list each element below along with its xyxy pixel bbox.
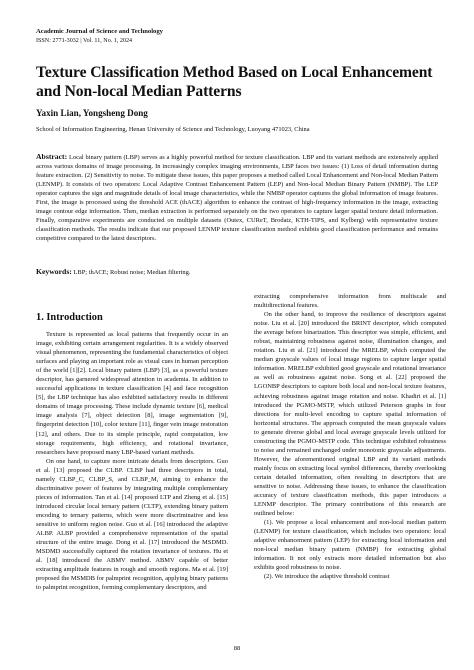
paper-authors: Yaxin Lian, Yongsheng Dong <box>36 108 148 118</box>
body-paragraph: extracting comprehensive information from multiscale and multidirectional features. <box>254 293 446 310</box>
journal-name: Academic Journal of Science and Technology <box>36 28 163 35</box>
paper-title: Texture Classification Method Based on Local Enhancement and Non-local Median Patterns <box>36 64 433 100</box>
keywords-text: LBP; thACE; Robust noise; Median filtering. <box>73 269 191 276</box>
journal-issn: ISSN: 2771-3032 | Vol. 11, No. 1, 2024 <box>36 38 133 44</box>
keywords-block <box>36 267 438 277</box>
abstract-text: Local binary pattern (LBP) serves as a highly powerful method for texture classification. LBP and its variant methods are extensively applied across various domains of image processing. In increasingly complex imaging environments, LBP faces two issues: (1) Loss of detail information during feature extraction. (2) Sensitivity to noise. To mitigate these issues, this paper proposes a method called Local Enhancement and Non-local Median Pattern (LENMP). It consists of two operators: Local Adaptive Contrast Enhancement Pattern (LEP) and Non-local Median Binary Pattern (NMBP). The LEP operator captures the sign and magnitude details of local image characteristics, while the NMBP operator captures the global information of image features. First, the image is processed using the threshold ACE (thACE) algorithm to enhance the contrast of high-frequency information in the image, extracting image contour edge information. Then, median extraction is performed separately on the two operators to capture larger spatial texture detail information. Finally, comparative experiments are conducted on multiple datasets (Outex, CUReT, Brodatz, KTH-TIPS, and Kylberg) with representative texture classification methods. The results indicate that our proposed LENMP texture classification method exhibits good classification performance and remains competitive compared to the latest descriptors. <box>36 154 439 243</box>
journal-header <box>36 28 446 45</box>
page-number: 88 <box>233 645 241 652</box>
author-affiliation: School of Information Engineering, Henan University of Science and Technology, Luoyang 471023, China <box>36 126 310 133</box>
section-heading: 1. Introduction <box>36 312 103 323</box>
left-column <box>36 312 228 592</box>
keywords-label: Keywords: <box>36 267 72 276</box>
abstract-block <box>36 152 438 243</box>
body-paragraph: (2). We introduce the adaptive threshold contrast <box>264 573 390 581</box>
body-paragraph: (1). We propose a local enhancement and non-local median pattern (LENMP) for texture classification, which includes two operators: local adaptive enhancement pattern (LEP) for extracting local information and non-local median binary pattern (NMBP) for extracting global information. It not only extracts more detailed information but also exhibits good robustness to noise. <box>254 519 446 572</box>
body-paragraph: On the other hand, to improve the resilience of descriptors against noise. Liu et al. [20] introduced the BRINT descriptor, which computed the average before binarization. This descriptor was simple, efficient, and robust, maintaining robustness against noise, illumination changes, and rotation. Liu et al. [21] introduced the MRELBP, which computed the median grayscale values of local image regions to capture larger spatial information. MRELBP exhibited good grayscale and rotational invariance as well as robustness against noise. Song et al. [22] proposed the LGONBP descriptors to capture both local and non-local texture features, achieving robustness against image rotation and noise. Khadiri et al. [1] introduced the PGMO-MSTP, which utilized Peterson graphs in four directions for multi-level encoding to capture spatial information of horizontal structures. The approach computed the mean grayscale values to generate diverse global and local average grayscale levels utilized for constructing the PGMO-MSTP code. This technique exhibited robustness to noise and remained unchanged under monotonic grayscale adjustments. However, the aforementioned original LBP and its variant methods mainly focus on extracting local symbol differences, thereby overlooking certain detailed information, often resulting in descriptors that are sensitive to noise. Addressing these issues, to enhance the classification accuracy of texture classification methods, this paper introduces a LENMP descriptor. The primary contributions of this research are outlined below: <box>254 311 446 518</box>
body-paragraph: On one hand, to capture more intricate details from descriptors. Guo et al. [13] proposed the CLBP. CLBP had three descriptors in total, namely CLBP_C, CLBP_S, and CLBP_M, aiming to enhance the discriminative power of features by integrating multiple complementary pieces of information. Tan et al. [14] proposed LTP and Zheng et al. [15] introduced circular local ternary pattern (CLTP), extending binary pattern encoding to ternary patterns, which were more discriminative and less sensitive to uniform region noise. Guo et al. [16] introduced the adaptive ALBP. ALBP provided a comprehensive representation of the spatial structure of the entire image. Dong et al. [17] introduced the MSDMD. MSDMD successfully captured the rotation invariance of textures. Hu et al. [18] introduced the ABMV method. ABMV capable of better extracting amplitude features in rough and smooth regions. Ma et al. [19] proposed the MSMDB for palmprint recognition, applying binary patterns to palmprint recognition, forming complementary descriptors, and <box>36 457 228 592</box>
right-column <box>254 292 446 582</box>
abstract-label: Abstract: <box>36 152 68 161</box>
body-paragraph: Texture is represented as local patterns that frequently occur in an image, exhibiting certain arrangement regularities. It is a widely observed visual phenomenon, representing the fundamental characteristics of object surfaces and playing an important role as visual cues in human perception of the world [1][2]. Local binary pattern (LBP) [3], as a powerful texture descriptor, has garnered widespread attention in academia. In addition to successful applications in texture classification [4] and face recognition [5], the LBP technique has also exhibited satisfactory results in different domains of image processing. These include dynamic texture [6], medical image analysis [7], object detection [8], image segmentation [9], fingerprint detection [10], color texture [11], finger vein image restoration [12], and others. Due to its simple principle, rapid computation, low storage requirements, high efficiency, and rotational invariance, researchers have proposed many LBP-based variant methods. <box>36 331 228 456</box>
